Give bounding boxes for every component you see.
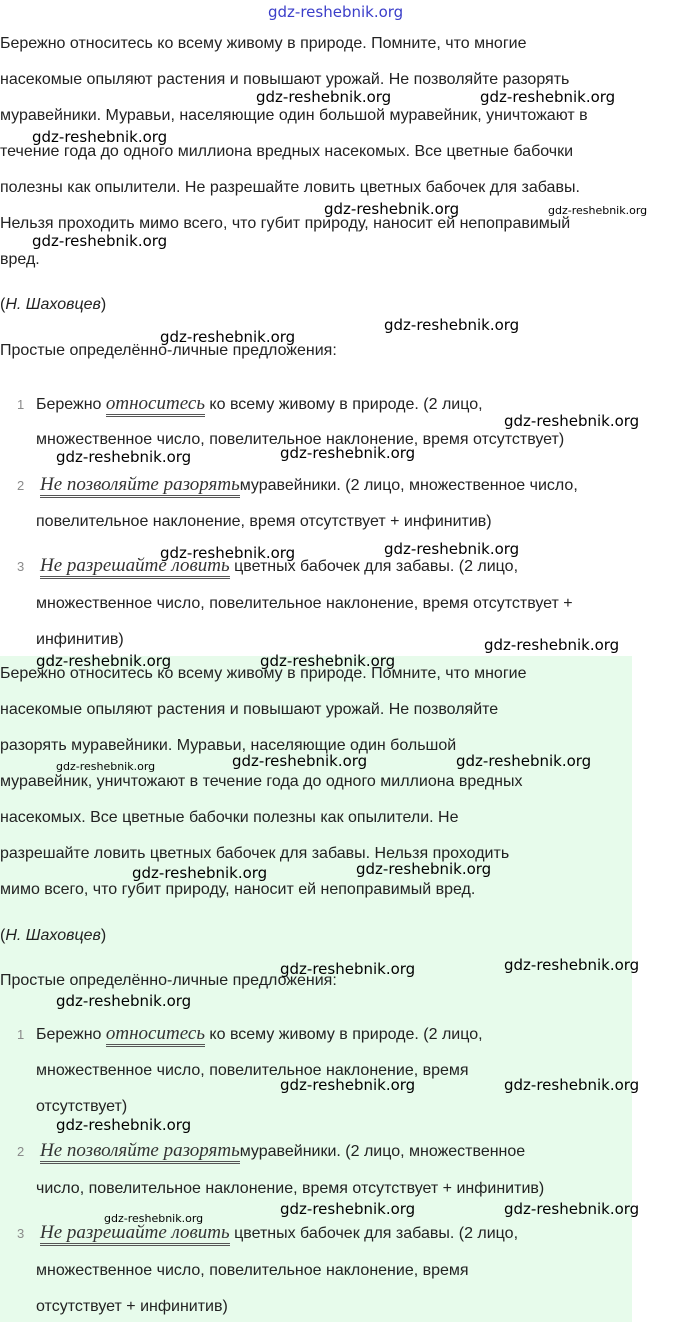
watermark: gdz-reshebnik.org	[32, 232, 168, 250]
list-item: Бережно относитесь ко всему живому в природе. (2 лицо,	[36, 394, 483, 417]
list-item-line: отсутствует)	[36, 1098, 128, 1115]
watermark: gdz-reshebnik.org	[456, 752, 592, 770]
list-item-line: множественное число, повелительное наклонение, время отсутствует +	[36, 595, 573, 612]
watermark: gdz-reshebnik.org	[480, 88, 616, 106]
text-line: разорять муравейники. Муравьи, населяющие один большой	[0, 737, 457, 754]
list-number: 2	[17, 1144, 25, 1159]
list-item-line: инфинитив)	[36, 631, 124, 648]
watermark: gdz-reshebnik.org	[280, 1076, 416, 1094]
list-item: Не позволяйте разорятьмуравейники. (2 лицо, множественное число,	[36, 475, 578, 498]
watermark: gdz-reshebnik.org	[504, 1076, 640, 1094]
list-number: 3	[17, 1226, 25, 1241]
watermark: gdz-reshebnik.org	[160, 544, 296, 562]
watermark: gdz-reshebnik.org	[256, 88, 392, 106]
watermark: gdz-reshebnik.org	[104, 1212, 204, 1225]
list-item: Не разрешайте ловить цветных бабочек для забавы. (2 лицо,	[36, 556, 518, 579]
list-number: 1	[17, 397, 25, 412]
text-line: полезны как опылители. Не разрешайте ловить цветных бабочек для забавы.	[0, 179, 580, 196]
watermark: gdz-reshebnik.org	[384, 316, 520, 334]
author-line: (Н. Шаховцев)	[0, 296, 107, 313]
text-line: муравейник, уничтожают в течение года до одного миллиона вредных	[0, 773, 523, 790]
watermark: gdz-reshebnik.org	[132, 864, 268, 882]
watermark: gdz-reshebnik.org	[56, 992, 192, 1010]
list-item-line: множественное число, повелительное наклонение, время	[36, 1262, 469, 1279]
watermark: gdz-reshebnik.org	[56, 760, 156, 773]
watermark: gdz-reshebnik.org	[160, 328, 296, 346]
watermark: gdz-reshebnik.org	[280, 960, 416, 978]
text-line: мимо всего, что губит природу, наносит ей непоправимый вред.	[0, 881, 476, 898]
text-line: насекомых. Все цветные бабочки полезны как опылители. Не	[0, 809, 459, 826]
list-item: Бережно относитесь ко всему живому в природе. (2 лицо,	[36, 1024, 483, 1047]
predicate: Не разрешайте ловить	[40, 556, 230, 579]
watermark: gdz-reshebnik.org	[268, 3, 404, 21]
predicate: относитесь	[106, 394, 205, 417]
watermark: gdz-reshebnik.org	[232, 752, 368, 770]
list-item-line: множественное число, повелительное наклонение, время	[36, 1062, 469, 1079]
watermark: gdz-reshebnik.org	[504, 412, 640, 430]
watermark: gdz-reshebnik.org	[36, 652, 172, 670]
author-name: Н. Шаховцев	[5, 927, 101, 944]
watermark: gdz-reshebnik.org	[504, 956, 640, 974]
section-heading: Простые определённо-личные предложения:	[0, 972, 337, 989]
list-item-line: число, повелительное наклонение, время отсутствует + инфинитив)	[36, 1180, 545, 1197]
watermark: gdz-reshebnik.org	[356, 860, 492, 878]
section-heading: Простые определённо-личные предложения:	[0, 342, 337, 359]
watermark: gdz-reshebnik.org	[280, 1200, 416, 1218]
watermark: gdz-reshebnik.org	[384, 540, 520, 558]
list-item-line: повелительное наклонение, время отсутствует + инфинитив)	[36, 513, 492, 530]
text-line: Бережно относитесь ко всему живому в природе. Помните, что многие	[0, 665, 527, 682]
list-item-line: множественное число, повелительное наклонение, время отсутствует)	[36, 431, 565, 448]
watermark: gdz-reshebnik.org	[280, 444, 416, 462]
list-item: Не позволяйте разорятьмуравейники. (2 лицо, множественное	[36, 1141, 525, 1164]
predicate: Не позволяйте разорять	[40, 475, 240, 498]
author-line: (Н. Шаховцев)	[0, 927, 107, 944]
watermark: gdz-reshebnik.org	[32, 128, 168, 146]
watermark: gdz-reshebnik.org	[260, 652, 396, 670]
predicate: относитесь	[106, 1024, 205, 1047]
text-line: Нельзя проходить мимо всего, что губит природу, наносит ей непоправимый	[0, 215, 571, 232]
list-number: 2	[17, 478, 25, 493]
predicate: Не позволяйте разорять	[40, 1141, 240, 1164]
list-number: 1	[17, 1027, 25, 1042]
list-item-line: отсутствует + инфинитив)	[36, 1298, 228, 1315]
text-line: муравейники. Муравьи, населяющие один большой муравейник, уничтожают в	[0, 107, 588, 124]
watermark: gdz-reshebnik.org	[56, 448, 192, 466]
text-line: разрешайте ловить цветных бабочек для забавы. Нельзя проходить	[0, 845, 510, 862]
text-line: насекомые опыляют растения и повышают урожай. Не позволяйте разорять	[0, 71, 570, 88]
watermark: gdz-reshebnik.org	[56, 1116, 192, 1134]
text-line: Бережно относитесь ко всему живому в природе. Помните, что многие	[0, 35, 527, 52]
text-line: течение года до одного миллиона вредных насекомых. Все цветные бабочки	[0, 143, 574, 160]
watermark: gdz-reshebnik.org	[504, 1200, 640, 1218]
author-name: Н. Шаховцев	[5, 296, 101, 313]
list-item: Не разрешайте ловить цветных бабочек для забавы. (2 лицо,	[36, 1223, 518, 1246]
watermark: gdz-reshebnik.org	[324, 200, 460, 218]
list-number: 3	[17, 559, 25, 574]
predicate: Не разрешайте ловить	[40, 1223, 230, 1246]
watermark: gdz-reshebnik.org	[484, 636, 620, 654]
text-line: вред.	[0, 251, 40, 268]
text-line: насекомые опыляют растения и повышают урожай. Не позволяйте	[0, 701, 499, 718]
watermark: gdz-reshebnik.org	[548, 204, 648, 217]
